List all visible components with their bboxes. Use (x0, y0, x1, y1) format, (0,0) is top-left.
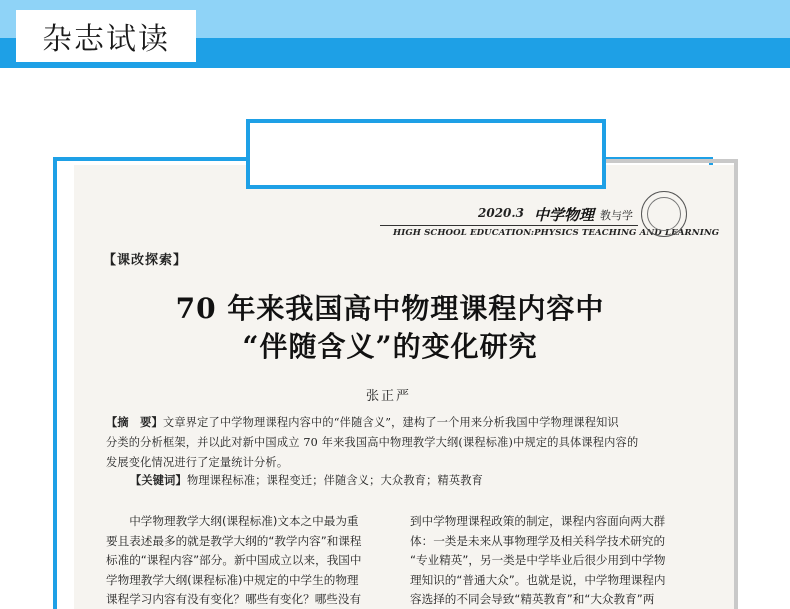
body-line: 课程学习内容有没有变化？哪些有变化？哪些没有 (106, 592, 362, 607)
body-line: 容选择的不同会导致“精英教育”和“大众教育”两 (410, 592, 655, 607)
body-line: 体：一类是未来从事物理学及相关科学技术研究的 (410, 533, 666, 548)
body-line: 要且表述最多的就是教学大纲的“教学内容”和课程 (106, 533, 362, 548)
journal-subtitle: 教与学 (600, 209, 633, 222)
header-title-box (16, 10, 196, 62)
abstract-line-1: 文章界定了中学物理课程内容中的“伴随含义”，建构了一个用来分析我国中学物理课程知识 (162, 416, 619, 429)
article-keywords (130, 472, 483, 488)
article-title-line2: “伴随含义”的变化研究 (242, 330, 538, 363)
frame-left-line (53, 157, 71, 609)
body-line: 理知识的“普通大众”。也就是说，中学物理课程内 (410, 572, 666, 587)
journal-issue: 2020.3 (478, 206, 524, 220)
frame-shadow-right (734, 163, 738, 609)
article-title-line1: 70 年来我国高中物理课程内容中 (175, 292, 605, 325)
body-line: “专业精英”，另一类是中学毕业后很少用到中学物 (410, 553, 666, 568)
caption-box (246, 119, 606, 189)
body-line: 中学物理教学大纲(课程标准)文本之中最为重 (106, 514, 359, 528)
page-title: 杂志试读 (42, 22, 170, 57)
journal-english-name: HIGH SCHOOL EDUCATION:PHYSICS TEACHING AND LEARNING (393, 228, 720, 238)
abstract-label: 【摘 要】 (106, 415, 163, 429)
seal-inner-ring (647, 197, 681, 231)
article-author: 张正严 (366, 389, 412, 404)
keywords-text: 物理课程标准；课程变迁；伴随含义；大众教育；精英教育 (186, 474, 484, 487)
body-column-right (410, 512, 694, 609)
journal-rule (380, 225, 638, 226)
keywords-label: 【关键词】 (130, 473, 187, 487)
header-banner (0, 0, 790, 76)
abstract-line-2: 分类的分析框架，并以此对新中国成立 70 年来我国高中物理教学大纲(课程标准)中规定的具体课程内容的 (106, 436, 639, 449)
frame-shadow-top (600, 159, 738, 163)
body-line: 学物理教学大纲(课程标准)中规定的中学生的物理 (106, 572, 359, 587)
journal-name: 中学物理 (534, 206, 595, 224)
abstract-line (106, 412, 688, 433)
article-abstract (106, 412, 688, 473)
section-tag: 【课改探索】 (103, 253, 188, 268)
body-column-left (106, 512, 390, 609)
body-line: 到中学物理课程政策的制定，课程内容面向两大群 (410, 514, 666, 528)
body-line: 标准的“课程内容”部分。新中国成立以来，我国中 (106, 553, 362, 568)
abstract-line-3: 发展变化情况进行了定量统计分析。 (106, 456, 289, 469)
seal-icon (641, 191, 687, 237)
